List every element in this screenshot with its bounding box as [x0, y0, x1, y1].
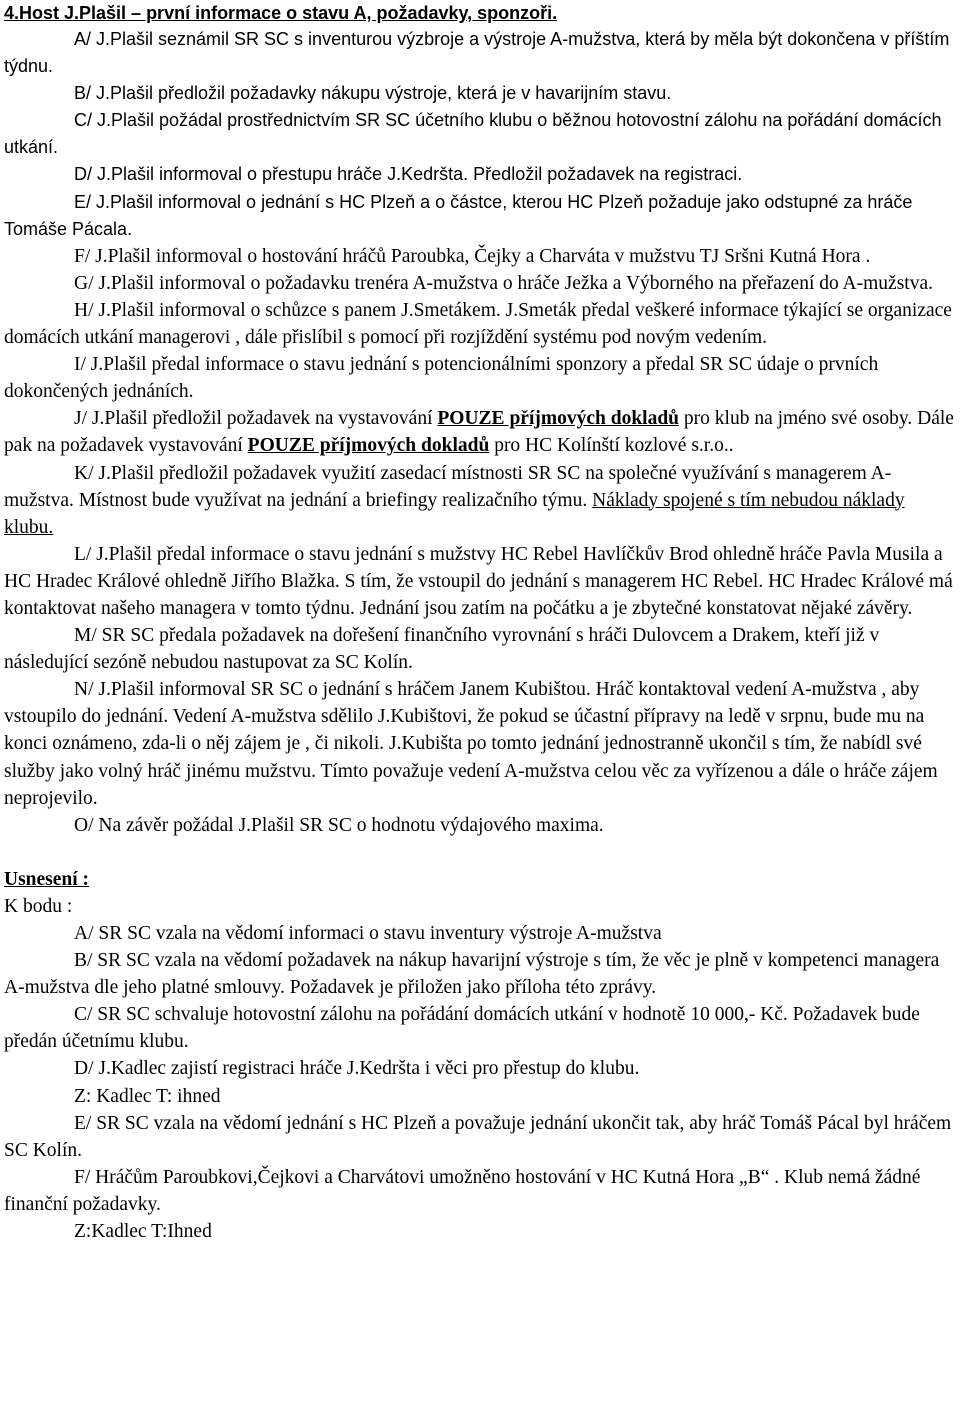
item-b: B/ J.Plašil předložil požadavky nákupu výstroje, která je v havarijním stavu. [74, 83, 672, 104]
item-n: N/ J.Plašil informoval SR SC o jednání s hráčem Janem Kubištou. Hráč kontaktoval vedení A-mužstva , aby vstoupilo do jednání. Vedení A-mužstva sdělilo J.Kubištovi, že pokud se účastní přípravy na ledě v srpnu, bude mu na konci oznámeno, zda-li o něj zájem je , či nikoli. J.Kubišta po tomto jednání jednostranně ukončil s tím, že nabídl své služby jako volný hráč jinému mužstvu. Tímto považuje vedení A-mužstva celou věc za vyřízenou a dále o hráče zájem neprojevilo. [4, 679, 938, 809]
item-k [4, 460, 956, 541]
resolution-k-bodu: K bodu : [4, 895, 73, 917]
item-j-text-2: pro klub na jméno své osoby. Dále pak na požadavek vystavování [4, 408, 954, 457]
resolution-d-responsible: Z: Kadlec T: ihned [74, 1085, 221, 1107]
item-g: G/ J.Plašil informoval o požadavku trenéra A-mužstva o hráče Ježka a Výborného na přeřazení do A-mužstva. [74, 272, 933, 294]
item-m: M/ SR SC předala požadavek na dořešení finančního vyrovnání s hráči Dulovcem a Drakem, kteří již v následující sezóně nebudou nastupovat za SC Kolín. [4, 625, 880, 674]
item-l: L/ J.Plašil předal informace o stavu jednání s mužstvy HC Rebel Havlíčkův Brod ohledně hráče Pavla Musila a HC Hradec Králové ohledně Jiřího Blažka. S tím, že vstoupil do jednání s managerem HC Rebel. HC Hradec Králové má kontaktovat našeho managera v tomto týdnu. Jednání jsou zatím na počátku a je zbytečné konstatovat nějaké závěry. [4, 543, 953, 619]
resolution-a: A/ SR SC vzala na vědomí informaci o stavu inventury výstroje A-mužstva [74, 923, 662, 944]
item-d: D/ J.Plašil informoval o přestupu hráče J.Kedršta. Předložil požadavek na registraci. [74, 164, 743, 185]
item-i: I/ J.Plašil předal informace o stavu jednání s potencionálními sponzory a předal SR SC údaje o prvních dokončených jednáních. [4, 354, 879, 403]
resolution-c: C/ SR SC schvaluje hotovostní zálohu na pořádání domácích utkání v hodnotě 10 000,- Kč. Požadavek bude předán účetnímu klubu. [4, 1004, 920, 1053]
resolution-title: Usnesení : [4, 868, 90, 890]
item-e: E/ J.Plašil informoval o jednání s HC Plzeň a o částce, kterou HC Plzeň požaduje jako odstupné za hráče Tomáše Pácala. [4, 191, 913, 239]
resolution-d: D/ J.Kadlec zajistí registraci hráče J.Kedršta i věci pro přestup do klubu. [74, 1058, 640, 1080]
resolution-b: B/ SR SC vzala na vědomí požadavek na nákup havarijní výstroje s tím, že věc je plně v kompetenci managera A-mužstva dle jeho platné smlouvy. Požadavek je přiložen jako příloha této zprávy. [4, 950, 940, 999]
item-j-text-1: J/ J.Plašil předložil požadavek na vystavování [74, 408, 438, 430]
resolution-f-responsible: Z:Kadlec T:Ihned [74, 1221, 212, 1243]
item-j-emphasis-1: POUZE příjmových dokladů [437, 408, 680, 430]
section-heading: 4.Host J.Plašil – první informace o stavu A, požadavky, sponzoři. [4, 3, 558, 23]
resolution-e: E/ SR SC vzala na vědomí jednání s HC Plzeň a považuje jednání ukončit tak, aby hráč Tomáš Pácal byl hráčem SC Kolín. [4, 1112, 952, 1161]
item-j-text-3: pro HC Kolínští kozlové s.r.o.. [489, 435, 734, 457]
item-k-underlined: Náklady spojené s tím nebudou náklady klubu. [4, 489, 905, 538]
item-a: A/ J.Plašil seznámil SR SC s inventurou výzbroje a výstroje A-mužstva, která by měla být dokončena v příštím týdnu. [4, 29, 950, 77]
item-j [4, 405, 956, 459]
item-c: C/ J.Plašil požádal prostřednictvím SR SC účetního klubu o běžnou hotovostní zálohu na pořádání domácích utkání. [4, 110, 942, 158]
spacer [4, 839, 956, 866]
item-h: H/ J.Plašil informoval o schůzce s panem J.Smetákem. J.Smeták předal veškeré informace týkající se organizace domácích utkání managerovi , dále přislíbil s pomocí při rozjíždění systému pod novým vedením. [4, 299, 952, 349]
item-j-emphasis-2: POUZE příjmových dokladů [247, 435, 490, 457]
item-f: F/ J.Plašil informoval o hostování hráčů Paroubka, Čejky a Charváta v mužstvu TJ Sršni Kutná Hora . [74, 245, 871, 267]
item-o: O/ Na závěr požádal J.Plašil SR SC o hodnotu výdajového maxima. [74, 814, 604, 836]
item-k-text: K/ J.Plašil předložil požadavek využití zasedací místnosti SR SC na společné využívání s managerem A-mužstva. Místnost bude využívat na jednání a briefingy realizačního týmu. [4, 462, 892, 511]
resolution-f: F/ Hráčům Paroubkovi,Čejkovi a Charvátovi umožněno hostování v HC Kutná Hora „B“ . Klub nemá žádné finanční požadavky. [4, 1166, 921, 1215]
